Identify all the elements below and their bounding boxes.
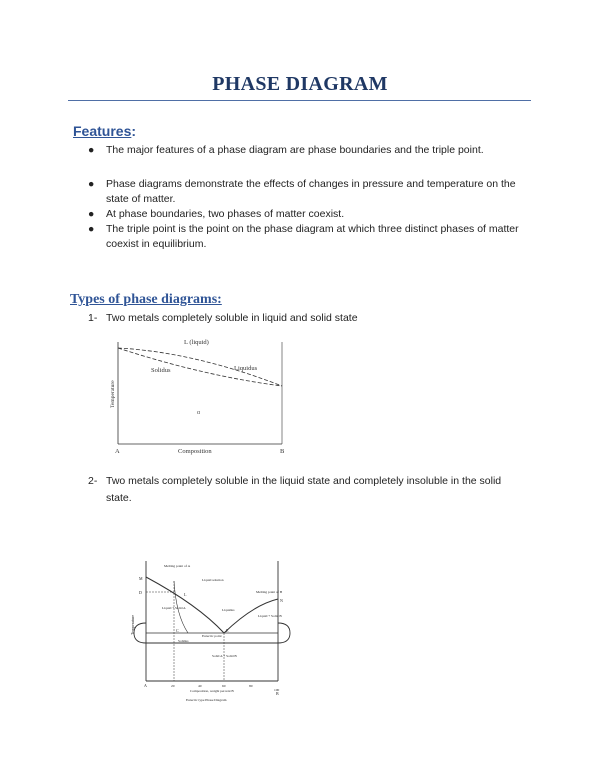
svg-text:Melting point of A: Melting point of A xyxy=(164,564,191,568)
bullet-dot: ● xyxy=(88,144,95,156)
isomorphous-phase-diagram xyxy=(104,330,294,456)
liquid-label: L (liquid) xyxy=(184,339,209,346)
svg-text:60: 60 xyxy=(222,684,226,688)
svg-text:Liquid + Solid A: Liquid + Solid A xyxy=(162,606,186,610)
alpha-label: α xyxy=(197,410,201,416)
svg-text:Composition, weight percent B: Composition, weight percent B xyxy=(190,689,234,693)
svg-text:Solid A + Solid B: Solid A + Solid B xyxy=(212,654,237,658)
svg-text:Liquid solution: Liquid solution xyxy=(202,578,224,582)
liquidus-label: Liquidus xyxy=(234,365,258,372)
svg-text:L: L xyxy=(184,592,187,597)
liquidus-curve xyxy=(118,348,282,386)
types-heading: Types of phase diagrams: xyxy=(70,292,222,307)
svg-text:C: C xyxy=(176,628,179,633)
svg-text:Eutectic point: Eutectic point xyxy=(202,634,222,638)
bullet-dot: ● xyxy=(88,178,95,190)
svg-text:Temperature: Temperature xyxy=(130,614,135,635)
eutectic-phase-diagram xyxy=(128,555,300,707)
svg-text:80: 80 xyxy=(249,684,253,688)
svg-text:Liquid + Solid B: Liquid + Solid B xyxy=(258,614,282,618)
features-heading: Features: xyxy=(73,123,137,139)
bullet-dot: ● xyxy=(88,223,95,235)
x-axis-label: Composition xyxy=(178,448,212,455)
svg-text:40: 40 xyxy=(198,684,202,688)
left-end-label: A xyxy=(115,448,120,455)
liquidus-left xyxy=(146,577,224,633)
svg-text:Melting point of B: Melting point of B xyxy=(256,590,283,594)
svg-text:100: 100 xyxy=(274,688,280,692)
svg-text:N: N xyxy=(280,598,283,603)
svg-text:B: B xyxy=(276,691,279,696)
y-axis-label: Temperature xyxy=(110,380,116,408)
page-title: PHASE DIAGRAM xyxy=(212,73,388,95)
title-underline xyxy=(68,100,531,101)
svg-text:M: M xyxy=(139,576,143,581)
svg-text:D: D xyxy=(139,590,142,595)
svg-text:Solidus: Solidus xyxy=(178,639,189,643)
solidus-curve xyxy=(118,348,282,386)
svg-text:E: E xyxy=(226,628,229,633)
solidus-label: Solidus xyxy=(151,367,171,374)
svg-text:Liquidus: Liquidus xyxy=(222,608,235,612)
svg-text:Eutectic type Phase Diagram: Eutectic type Phase Diagram xyxy=(186,698,227,702)
svg-text:A: A xyxy=(144,683,147,688)
bullet-dot: ● xyxy=(88,208,95,220)
right-end-label: B xyxy=(280,448,285,455)
svg-text:20: 20 xyxy=(171,684,175,688)
